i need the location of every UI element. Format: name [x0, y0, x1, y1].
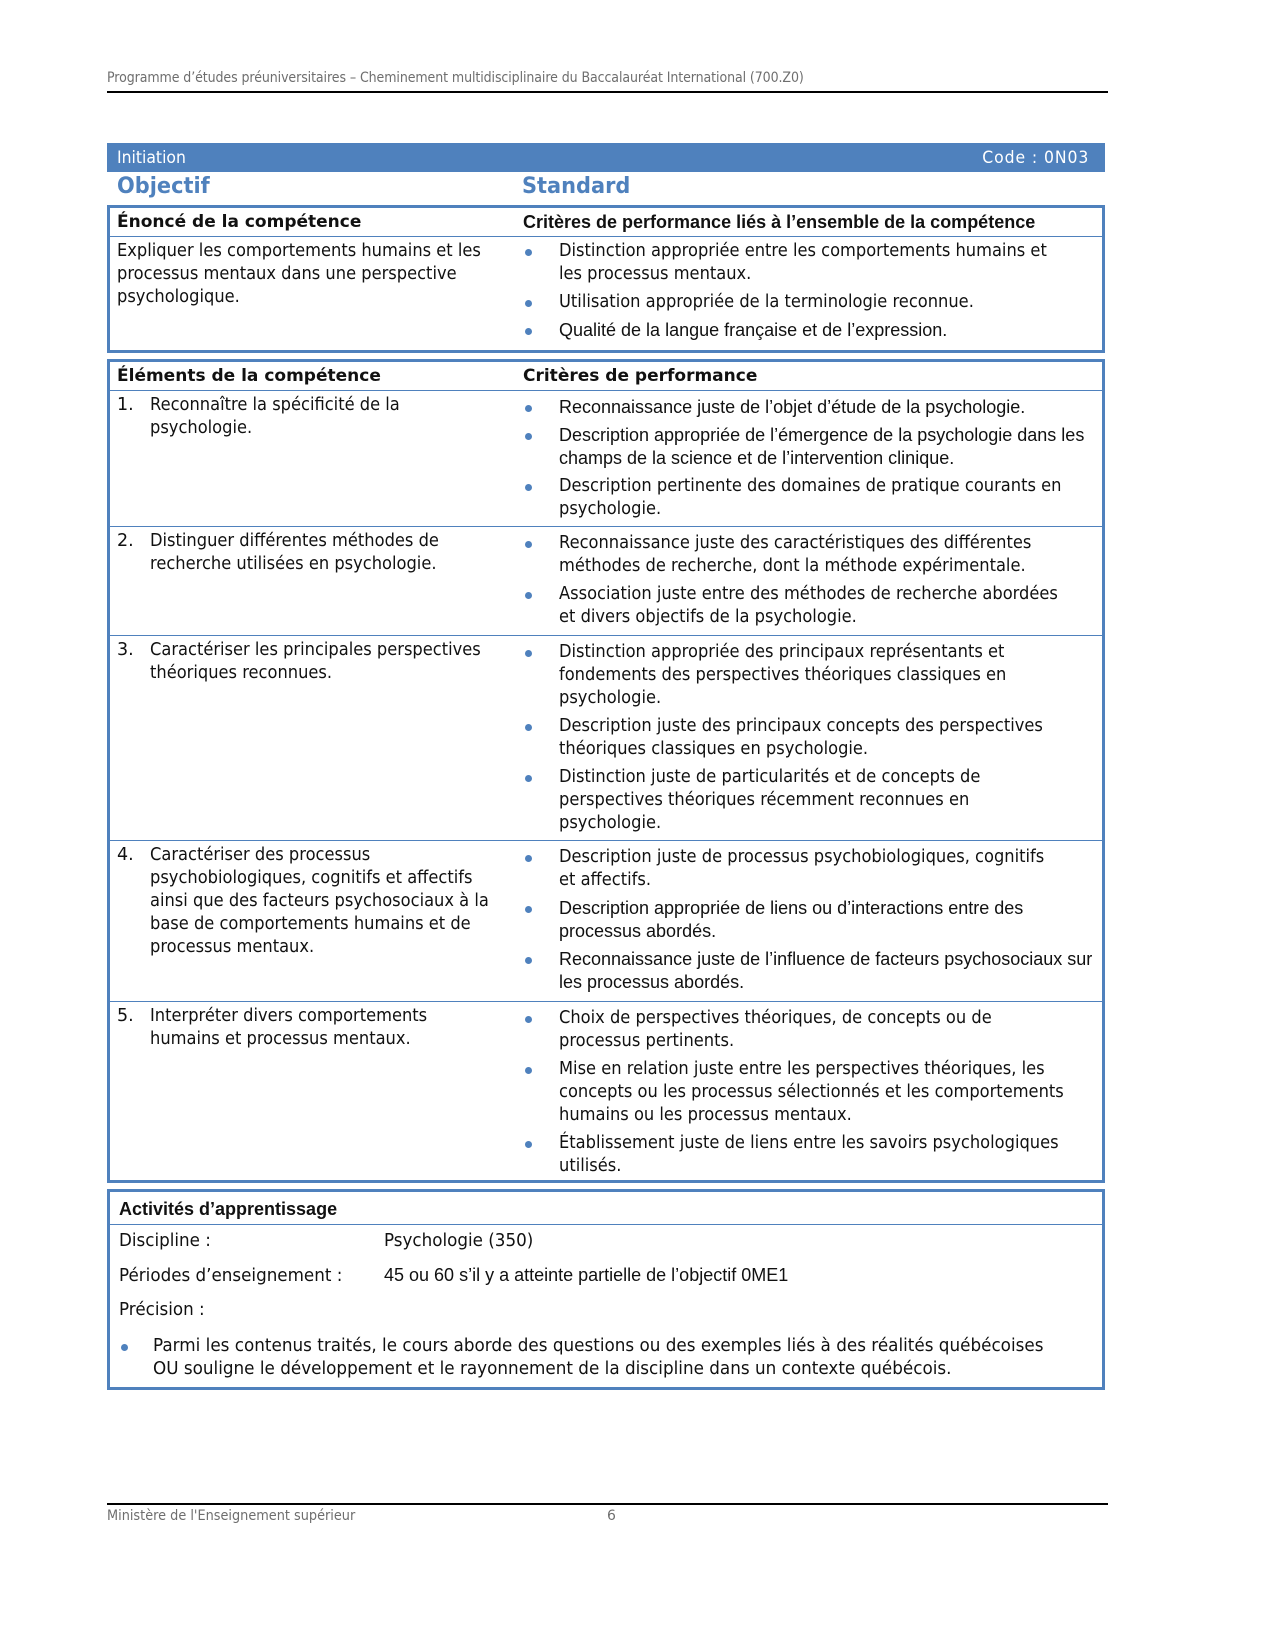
list-item: Reconnaissance juste de l’objet d’étude de la psychologie. [523, 396, 1103, 419]
bullet-icon [525, 300, 532, 307]
activities-header: Activités d’apprentissage [119, 1199, 338, 1219]
header-rule [107, 91, 1108, 93]
criteria-header: Critères de performance [523, 366, 758, 386]
running-header: Programme d’études préuniversitaires – Cheminement multidisciplinaire du Baccalauréat International (700.Z0) [107, 70, 804, 86]
standard-title: Standard [522, 174, 631, 199]
list-item: Choix de perspectives théoriques, de concepts ou de processus pertinents. [523, 1007, 1103, 1053]
activities-box [107, 1189, 1105, 1390]
periods-value: 45 ou 60 s’il y a atteinte partielle de l’objectif 0ME1 [384, 1265, 789, 1285]
competence-box [107, 205, 1105, 353]
discipline-label: Discipline : [119, 1230, 211, 1251]
bullet-icon [121, 1344, 128, 1351]
list-item: Mise en relation juste entre les perspectives théoriques, les concepts ou les processus sélectionnés et les comportements humains ou les processus mentaux. [523, 1058, 1103, 1127]
bullet-icon [525, 328, 532, 335]
element-row-3 [110, 635, 1102, 840]
discipline-value: Psychologie (350) [384, 1230, 534, 1251]
bullet-icon [525, 855, 532, 862]
objective-code: Code : 0N03 [982, 147, 1089, 168]
list-item: Description juste de processus psychobiologiques, cognitifs et affectifs. [523, 846, 1103, 892]
activities-content [110, 1224, 1102, 1389]
element-row-5 [110, 1001, 1102, 1180]
element-number: 1. [117, 395, 134, 415]
list-item: Description appropriée de liens ou d’interactions entre des processus abordés. [523, 897, 1103, 943]
list-item: Association juste entre des méthodes de recherche abordées et divers objectifs de la psychologie. [523, 583, 1103, 629]
elements-box [107, 359, 1105, 1183]
column-titles [107, 172, 1105, 205]
bullet-icon [525, 724, 532, 731]
list-item: Reconnaissance juste de l’influence de facteurs psychosociaux sur les processus abordés. [523, 948, 1103, 994]
page-number: 6 [607, 1508, 616, 1524]
objective-banner [107, 143, 1105, 172]
level-label: Initiation [117, 147, 186, 168]
bullet-icon [525, 484, 532, 491]
list-item: Reconnaissance juste des caractéristiques des différentes méthodes de recherche, dont la méthode expérimentale. [523, 532, 1103, 578]
periods-label: Périodes d’enseignement : [119, 1265, 343, 1286]
competence-content-row [110, 236, 1102, 351]
criteria-list [523, 846, 1103, 999]
global-criteria-header: Critères de performance liés à l’ensemble de la compétence [523, 212, 1036, 232]
bullet-icon [525, 592, 532, 599]
bullet-icon [525, 775, 532, 782]
bullet-icon [525, 541, 532, 548]
list-item: Distinction juste de particularités et de concepts de perspectives théoriques récemment reconnues en psychologie. [523, 766, 1103, 835]
criteria-list [523, 532, 1103, 634]
elements-header: Éléments de la compétence [117, 366, 381, 386]
element-text: Distinguer différentes méthodes de recherche utilisées en psychologie. [150, 531, 439, 574]
competence-header-row [110, 208, 1102, 236]
list-item: Description pertinente des domaines de pratique courants en psychologie. [523, 475, 1103, 521]
objectif-title: Objectif [117, 174, 210, 199]
elements-header-row [110, 362, 1102, 390]
footer-rule [107, 1503, 1108, 1505]
discipline-row [110, 1230, 1102, 1256]
bullet-icon [525, 1141, 532, 1148]
precision-row [110, 1299, 1102, 1325]
bullet-icon [525, 249, 532, 256]
element-text: Caractériser les principales perspectives théoriques reconnues. [150, 640, 481, 683]
list-item: Distinction appropriée des principaux représentants et fondements des perspectives théoriques classiques en psychologie. [523, 641, 1103, 710]
global-criteria-list [523, 240, 1103, 347]
element-row-2 [110, 526, 1102, 635]
element-number: 4. [117, 845, 134, 865]
bullet-icon [525, 650, 532, 657]
criteria-list [523, 1007, 1103, 1183]
periods-row [110, 1265, 1102, 1291]
bullet-icon [525, 906, 532, 913]
activities-header-row [110, 1192, 1102, 1224]
list-item: Utilisation appropriée de la terminologie reconnue. [523, 291, 1103, 314]
element-number: 5. [117, 1006, 134, 1026]
element-text: Caractériser des processus psychobiologiques, cognitifs et affectifs ainsi que des facteurs psychosociaux à la base de comportements humains et de processus mentaux. [150, 845, 489, 957]
criteria-list [523, 396, 1103, 526]
list-item: Parmi les contenus traités, le cours aborde des questions ou des exemples liés à des réalités québécoises OU souligne le développement et le rayonnement de la discipline dans un contexte québécois. [119, 1335, 1099, 1381]
bullet-icon [525, 433, 532, 440]
bullet-icon [525, 405, 532, 412]
element-text: Reconnaître la spécificité de la psychologie. [150, 395, 400, 438]
element-text: Interpréter divers comportements humains et processus mentaux. [150, 1006, 428, 1049]
list-item: Distinction appropriée entre les comportements humains et les processus mentaux. [523, 240, 1103, 286]
competence-statement: Expliquer les comportements humains et les processus mentaux dans une perspective psychologique. [117, 241, 481, 307]
precision-list [119, 1335, 1099, 1386]
element-row-4 [110, 840, 1102, 1001]
precision-label: Précision : [119, 1299, 205, 1320]
footer-ministry: Ministère de l'Enseignement supérieur [107, 1508, 356, 1524]
list-item: Qualité de la langue française et de l’expression. [523, 319, 1103, 342]
element-row-1 [110, 390, 1102, 526]
statement-header: Énoncé de la compétence [117, 212, 362, 232]
element-number: 2. [117, 531, 134, 551]
bullet-icon [525, 957, 532, 964]
bullet-icon [525, 1067, 532, 1074]
element-number: 3. [117, 640, 134, 660]
list-item: Description appropriée de l’émergence de la psychologie dans les champs de la science et de l’intervention clinique. [523, 424, 1103, 470]
list-item: Établissement juste de liens entre les savoirs psychologiques utilisés. [523, 1132, 1103, 1178]
list-item: Description juste des principaux concepts des perspectives théoriques classiques en psychologie. [523, 715, 1103, 761]
bullet-icon [525, 1016, 532, 1023]
criteria-list [523, 641, 1103, 840]
